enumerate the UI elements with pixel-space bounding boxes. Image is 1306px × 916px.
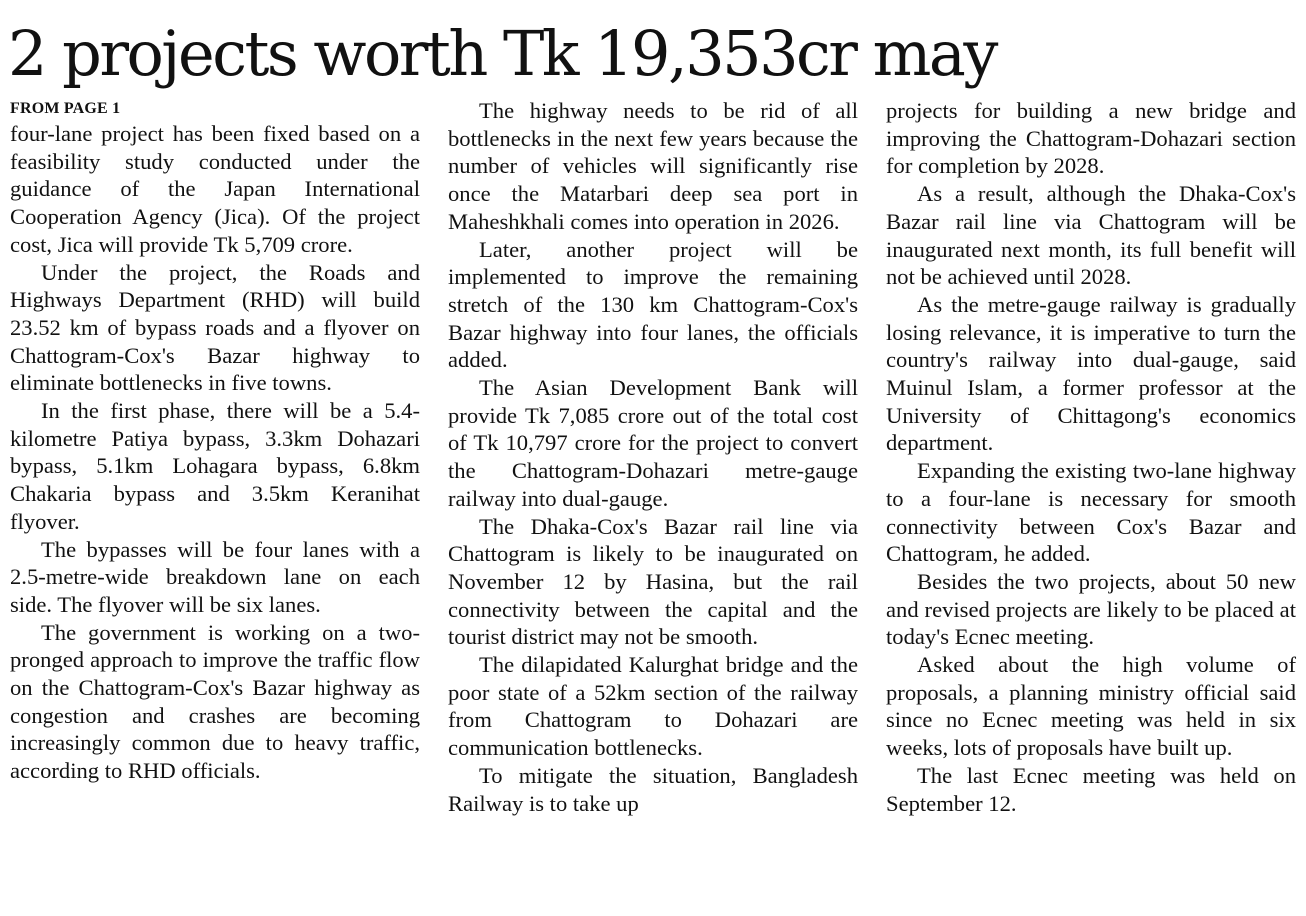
- article-paragraph: To mitigate the situation, Bangladesh Railway is to take up: [448, 762, 858, 816]
- article-paragraph: projects for building a new bridge and improving the Chattogram-Dohazari section for completion by 2028.: [886, 98, 1296, 179]
- article-paragraph: The highway needs to be rid of all bottlenecks in the next few years because the number of vehicles will significantly rise once the Matarbari deep sea port in Maheshkhali comes into operation in 2026.: [448, 98, 858, 234]
- article-paragraph: The dilapidated Kalurghat bridge and the poor state of a 52km section of the railway from Chattogram to Dohazari are communication bottlenecks.: [448, 652, 858, 761]
- article-paragraph: In the first phase, there will be a 5.4-kilometre Patiya bypass, 3.3km Dohazari bypass, 5.1km Lohagara bypass, 6.8km Chakaria bypass and 3.5km Keranihat flyover.: [10, 398, 420, 534]
- article-column-1: [10, 97, 420, 785]
- article-paragraph: The Asian Development Bank will provide Tk 7,085 crore out of the total cost of Tk 10,797 crore for the project to convert the Chattogram-Dohazari metre-gauge railway into dual-gauge.: [448, 375, 858, 511]
- headline: 2 projects worth Tk 19,353cr may: [8, 17, 996, 90]
- page-continuation-label: FROM PAGE 1: [10, 100, 121, 117]
- article-paragraph: Under the project, the Roads and Highways Department (RHD) will build 23.52 km of bypass roads and a flyover on Chattogram-Cox's Bazar highway to eliminate bottlenecks in five towns.: [10, 259, 420, 396]
- article-paragraph: As the metre-gauge railway is gradually losing relevance, it is imperative to turn the country's railway into dual-gauge, said Muinul Islam, a former professor at the University of Chittagong's economics department.: [886, 291, 1296, 456]
- article-paragraph: The Dhaka-Cox's Bazar rail line via Chattogram is likely to be inaugurated on November 12 by Hasina, but the rail connectivity between the capital and the tourist district may not be smooth.: [448, 513, 858, 650]
- article-paragraph: Besides the two projects, about 50 new and revised projects are likely to be placed at today's Ecnec meeting.: [886, 568, 1296, 650]
- article-column-3: [886, 97, 1296, 817]
- article-paragraph: The bypasses will be four lanes with a 2.5-metre-wide breakdown lane on each side. The flyover will be six lanes.: [10, 536, 420, 617]
- article-paragraph: Asked about the high volume of proposals, a planning ministry official said since no Ecnec meeting was held in six weeks, lots of proposals have built up.: [886, 652, 1296, 761]
- article-paragraph: The last Ecnec meeting was held on September 12.: [886, 762, 1296, 816]
- article-paragraph: Expanding the existing two-lane highway to a four-lane is necessary for smooth connectivity between Cox's Bazar and Chattogram, he added.: [886, 458, 1296, 567]
- article-paragraph: Later, another project will be implemented to improve the remaining stretch of the 130 km Chattogram-Cox's Bazar highway into four lanes, the officials added.: [448, 236, 858, 373]
- article-paragraph: The government is working on a two-pronged approach to improve the traffic flow on the Chattogram-Cox's Bazar highway as congestion and crashes are becoming increasingly common due to heavy traffic, according to RHD officials.: [10, 619, 420, 784]
- article-paragraph: As a result, although the Dhaka-Cox's Bazar rail line via Chattogram will be inaugurated next month, its full benefit will not be achieved until 2028.: [886, 181, 1296, 290]
- article-column-2: [448, 97, 858, 817]
- article-paragraph: four-lane project has been fixed based on a feasibility study conducted under the guidance of the Japan International Cooperation Agency (Jica). Of the project cost, Jica will provide Tk 5,709 crore.: [10, 121, 420, 257]
